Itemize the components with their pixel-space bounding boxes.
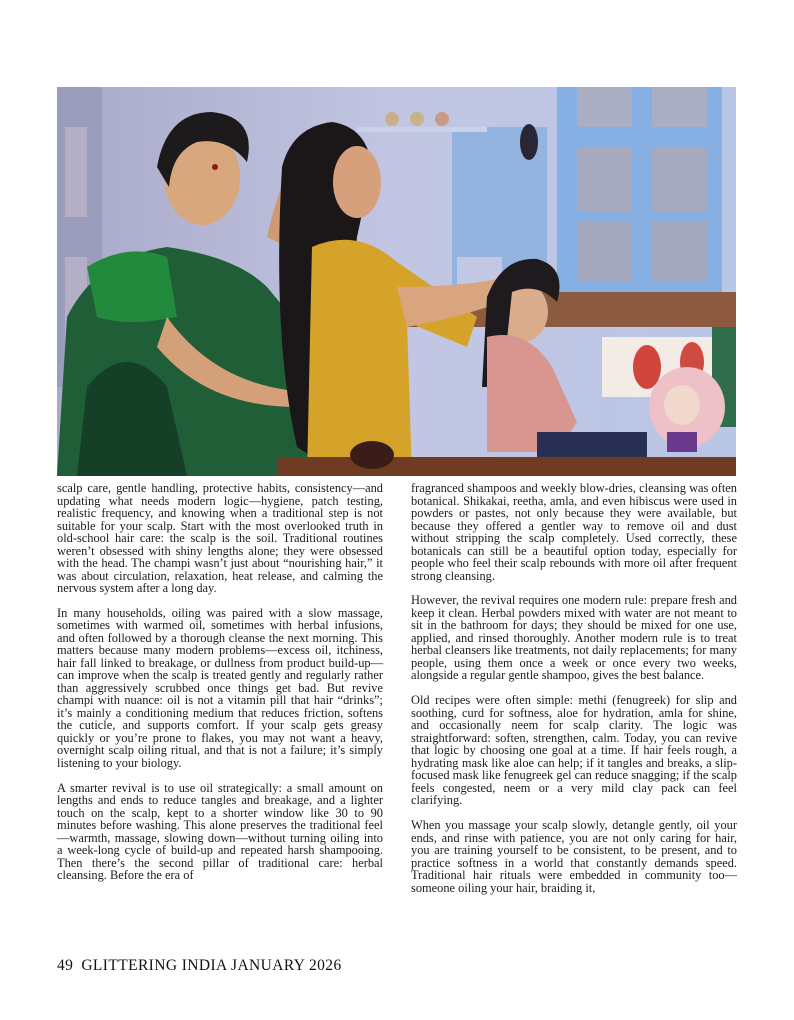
paragraph: fragranced shampoos and weekly blow-dries, cleansing was often botanical. Shikakai, reetha, amla, and even hibiscus were used in powders or pastes, not only because they were available, but because they offered a gentler way to remove oil and dust without stripping the scalp completely. Used correctly, these botanicals can still be a beautiful option today, especially for people who feel their scalp rebounds with more oil after frequent strong cleansing. <box>411 481 737 583</box>
wall-ornament <box>520 124 538 160</box>
paragraph: Old recipes were often simple: methi (fenugreek) for slip and soothing, curd for softness, aloe for hydration, amla for shine, and occasionally neem for scalp clarity. The logic was straightforward: soften, strengthen, calm. Today, you can revive that logic by choosing one goal at a time. If hair feels rough, a hydrating mask like aloe can help; if it tangles and breaks, a slip-focused mask like fenugreek gel can reduce snagging; if the scalp feels congested, neem or a very mild clay pack can feel clarifying. <box>411 693 737 808</box>
table <box>277 457 736 476</box>
paragraph: When you massage your scalp slowly, detangle gently, oil your ends, and rinse with patience, you are not only caring for hair, you are training yourself to be consistent, to be present, and to practice softness in a world that constantly demands speed. Traditional hair rituals were embedded in community too—someone oiling your hair, braiding it, <box>411 818 737 895</box>
publication-name: GLITTERING INDIA JANUARY 2026 <box>81 957 342 974</box>
grandmother-blouse <box>87 251 177 322</box>
article-column-right <box>411 482 737 907</box>
paragraph: scalp care, gentle handling, protective habits, consistency—and updating what needs modern logic—hygiene, patch testing, realistic frequency, and knowing when a traditional step is not suitable for your scalp. Start with the most overlooked truth in old-school hair care: the scalp is the soil. Traditional routines weren’t obsessed with shiny lengths alone; they were obsessed with the head. The champi wasn’t just about “nourishing hair,” it was about circulation, relaxation, heat release, and calming the nervous system after a long day. <box>57 481 383 595</box>
paragraph: However, the revival requires one modern rule: prepare fresh and keep it clean. Herbal powders mixed with water are not meant to sit in the bathroom for days; they should be mixed for one use, applied, and rinsed thoroughly. Another modern rule is to treat herbal cleansers like treatments, not daily replacements; for many people, using them once a week or once every two weeks, alongside a regular gentle shampoo, gives the best balance. <box>411 593 737 683</box>
oil-bowl <box>350 441 394 469</box>
mother-face <box>333 146 381 218</box>
page-number: 49 <box>57 957 74 974</box>
paragraph: In many households, oiling was paired with a slow massage, sometimes with warmed oil, sometimes with herbal infusions, and often followed by a thorough cleanse the next morning. This matters because many modern problems—excess oil, itchiness, hair fall linked to breakage, or dullness from product build-up—can improve when the scalp is treated gently and regularly rather than aggressively scrubbed once things get bad. But revive champi with nuance: oil is not a vitamin pill that hair “drinks”; it’s mainly a conditioning medium that reduces friction, softens the cuticle, and supports comfort. If your scalp gets greasy quickly or you’re prone to flakes, you may not want a heavy, overnight scalp oiling ritual, and that is not a failure; it’s simply listening to your biology. <box>57 605 383 770</box>
hero-photo <box>57 87 736 476</box>
family-hair-care-illustration <box>57 87 736 476</box>
page-footer <box>57 957 342 975</box>
paragraph: A smarter revival is to use oil strategically: a small amount on lengths and ends to reduce tangles and breakage, and a lighter touch on the scalp, kept to a shorter window like 30 to 90 minutes before washing. This alone preserves the traditional feel—warmth, massage, slowing down—without turning oiling into a week-long cycle of build-up and repeated harsh shampooing. Then there’s the second pillar of traditional care: herbal cleansing. Before the era of <box>57 780 383 883</box>
article-column-left <box>57 482 383 894</box>
